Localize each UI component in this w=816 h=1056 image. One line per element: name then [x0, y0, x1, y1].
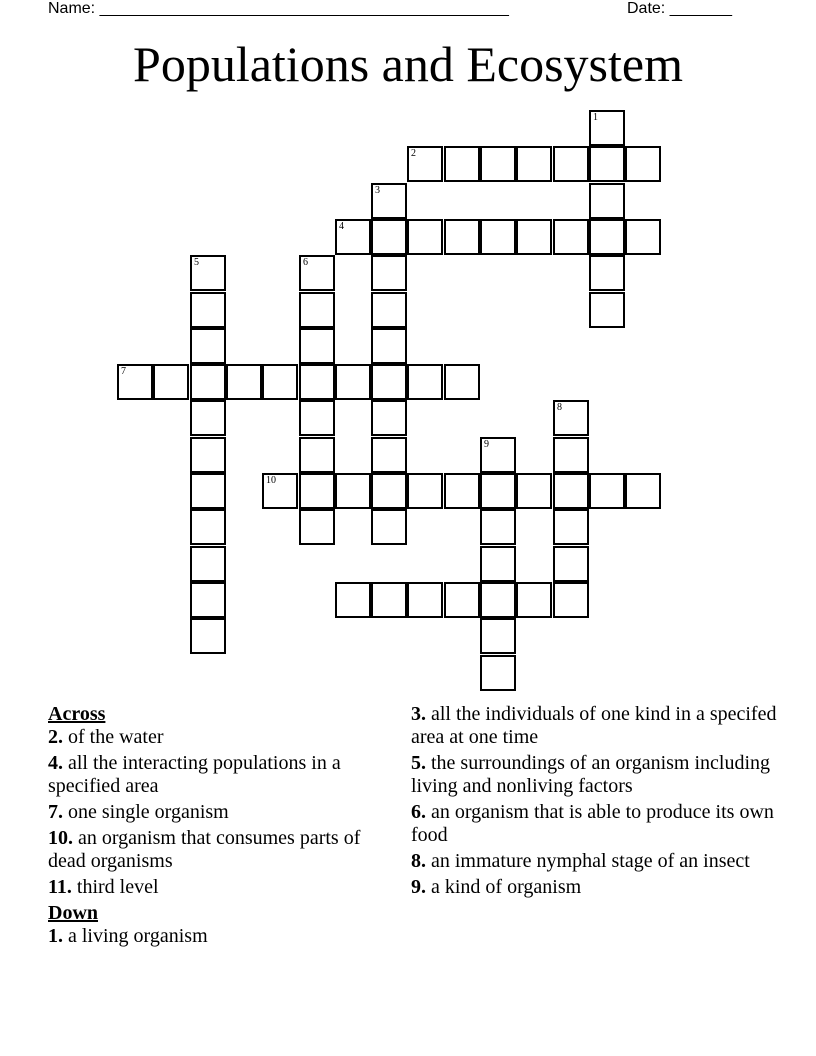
crossword-cell[interactable] [226, 364, 262, 400]
clue-number-label: 6 [303, 257, 308, 268]
clue-text: one single organism [68, 801, 229, 823]
crossword-cell[interactable] [444, 582, 480, 618]
clue-text: of the water [68, 726, 164, 748]
across-heading: Across [48, 703, 106, 725]
crossword-cell[interactable] [371, 437, 407, 473]
crossword-cell[interactable] [516, 473, 552, 509]
crossword-cell[interactable] [190, 473, 226, 509]
crossword-cell[interactable] [516, 219, 552, 255]
crossword-cell[interactable] [553, 219, 589, 255]
clue-across-10 [48, 827, 378, 873]
crossword-cell[interactable] [117, 364, 153, 400]
crossword-cell[interactable] [480, 618, 516, 654]
crossword-cell[interactable] [407, 473, 443, 509]
clue-text: an organism that is able to produce its own food [411, 801, 774, 846]
crossword-cell[interactable] [516, 146, 552, 182]
crossword-cell[interactable] [589, 473, 625, 509]
date-field-label[interactable]: Date: _______ [627, 0, 732, 17]
crossword-cell[interactable] [480, 546, 516, 582]
crossword-cell[interactable] [190, 618, 226, 654]
clue-text: all the interacting populations in a specified area [48, 752, 341, 797]
crossword-cell[interactable] [335, 582, 371, 618]
name-field-label[interactable]: Name: ______________________________________________ [48, 0, 509, 17]
page-title: Populations and Ecosystem [133, 36, 683, 92]
crossword-cell[interactable] [480, 219, 516, 255]
crossword-cell[interactable] [371, 328, 407, 364]
crossword-cell[interactable] [480, 655, 516, 691]
crossword-cell[interactable] [589, 219, 625, 255]
clue-down-9 [411, 876, 781, 899]
crossword-cell[interactable] [407, 219, 443, 255]
clue-number-label: 1 [593, 112, 598, 123]
clue-text: all the individuals of one kind in a specifed area at one time [411, 703, 777, 748]
crossword-cell[interactable] [371, 183, 407, 219]
clue-down-5 [411, 752, 781, 798]
crossword-cell[interactable] [589, 255, 625, 291]
crossword-cell[interactable] [553, 546, 589, 582]
crossword-cell[interactable] [589, 183, 625, 219]
crossword-cell[interactable] [190, 400, 226, 436]
clue-number-label: 10 [266, 475, 276, 486]
crossword-cell[interactable] [589, 292, 625, 328]
crossword-cell[interactable] [480, 582, 516, 618]
clue-number: 4. [48, 752, 63, 774]
clue-number-label: 2 [411, 148, 416, 159]
crossword-cell[interactable] [407, 146, 443, 182]
clue-text: an organism that consumes parts of dead organisms [48, 827, 361, 872]
crossword-cell[interactable] [299, 292, 335, 328]
clue-down-3 [411, 703, 781, 749]
crossword-cell[interactable] [299, 328, 335, 364]
clue-text: a living organism [68, 925, 208, 947]
clue-number: 1. [48, 925, 63, 947]
down-clue-list [411, 703, 781, 899]
crossword-cell[interactable] [553, 473, 589, 509]
clue-text: an immature nymphal stage of an insect [431, 850, 750, 872]
clue-number-label: 4 [339, 221, 344, 232]
crossword-cell[interactable] [371, 292, 407, 328]
crossword-cell[interactable] [190, 437, 226, 473]
crossword-cell[interactable] [407, 364, 443, 400]
crossword-cell[interactable] [553, 509, 589, 545]
crossword-cell[interactable] [480, 146, 516, 182]
crossword-cell[interactable] [553, 400, 589, 436]
crossword-cell[interactable] [299, 364, 335, 400]
clue-number-label: 9 [484, 439, 489, 450]
clue-number: 8. [411, 850, 426, 872]
clue-number: 5. [411, 752, 426, 774]
clue-number: 11. [48, 876, 72, 898]
clue-number: 6. [411, 801, 426, 823]
clue-across-4 [48, 752, 378, 798]
crossword-cell[interactable] [190, 292, 226, 328]
crossword-cell[interactable] [299, 509, 335, 545]
crossword-cell[interactable] [589, 110, 625, 146]
crossword-cell[interactable] [190, 328, 226, 364]
crossword-cell[interactable] [335, 364, 371, 400]
crossword-cell[interactable] [480, 509, 516, 545]
clue-across-2 [48, 726, 378, 749]
clue-number: 3. [411, 703, 426, 725]
crossword-cell[interactable] [190, 255, 226, 291]
crossword-cell[interactable] [407, 582, 443, 618]
clue-number-label: 7 [121, 366, 126, 377]
crossword-cell[interactable] [589, 146, 625, 182]
crossword-cell[interactable] [335, 219, 371, 255]
crossword-cell[interactable] [553, 146, 589, 182]
crossword-cell[interactable] [371, 582, 407, 618]
clue-across-7 [48, 801, 378, 824]
crossword-cell[interactable] [335, 473, 371, 509]
crossword-cell[interactable] [262, 473, 298, 509]
clue-across-11 [48, 876, 378, 899]
crossword-cell[interactable] [625, 473, 661, 509]
crossword-cell[interactable] [371, 509, 407, 545]
crossword-cell[interactable] [480, 473, 516, 509]
crossword-cell[interactable] [516, 582, 552, 618]
clue-text: the surroundings of an organism including living and nonliving factors [411, 752, 771, 797]
clues-left-column [48, 703, 378, 951]
clue-number-label: 8 [557, 402, 562, 413]
crossword-cell[interactable] [190, 364, 226, 400]
crossword-cell[interactable] [190, 582, 226, 618]
crossword-cell[interactable] [480, 437, 516, 473]
crossword-cell[interactable] [299, 255, 335, 291]
crossword-cell[interactable] [444, 146, 480, 182]
crossword-cell[interactable] [625, 219, 661, 255]
crossword-cell[interactable] [444, 219, 480, 255]
clue-down-1 [48, 925, 378, 948]
crossword-cell[interactable] [190, 546, 226, 582]
clue-number: 2. [48, 726, 63, 748]
crossword-cell[interactable] [371, 255, 407, 291]
crossword-cell[interactable] [444, 473, 480, 509]
crossword-cell[interactable] [190, 509, 226, 545]
down-heading: Down [48, 902, 99, 924]
crossword-cell[interactable] [444, 364, 480, 400]
crossword-cell[interactable] [625, 146, 661, 182]
clue-number-label: 5 [194, 257, 199, 268]
crossword-cell[interactable] [262, 364, 298, 400]
clue-text: a kind of organism [431, 876, 582, 898]
crossword-cell[interactable] [371, 364, 407, 400]
crossword-cell[interactable] [553, 437, 589, 473]
crossword-cell[interactable] [153, 364, 189, 400]
crossword-cell[interactable] [371, 219, 407, 255]
clue-number-label: 3 [375, 185, 380, 196]
crossword-cell[interactable] [371, 473, 407, 509]
clue-down-6 [411, 801, 781, 847]
clues-right-column [411, 703, 781, 902]
crossword-cell[interactable] [371, 400, 407, 436]
clue-number: 10. [48, 827, 73, 849]
crossword-cell[interactable] [299, 400, 335, 436]
clue-text: third level [76, 876, 159, 898]
clue-number: 9. [411, 876, 426, 898]
crossword-cell[interactable] [553, 582, 589, 618]
clue-number: 7. [48, 801, 63, 823]
clue-down-8 [411, 850, 781, 873]
crossword-cell[interactable] [299, 473, 335, 509]
crossword-cell[interactable] [299, 437, 335, 473]
across-clue-list [48, 726, 378, 899]
